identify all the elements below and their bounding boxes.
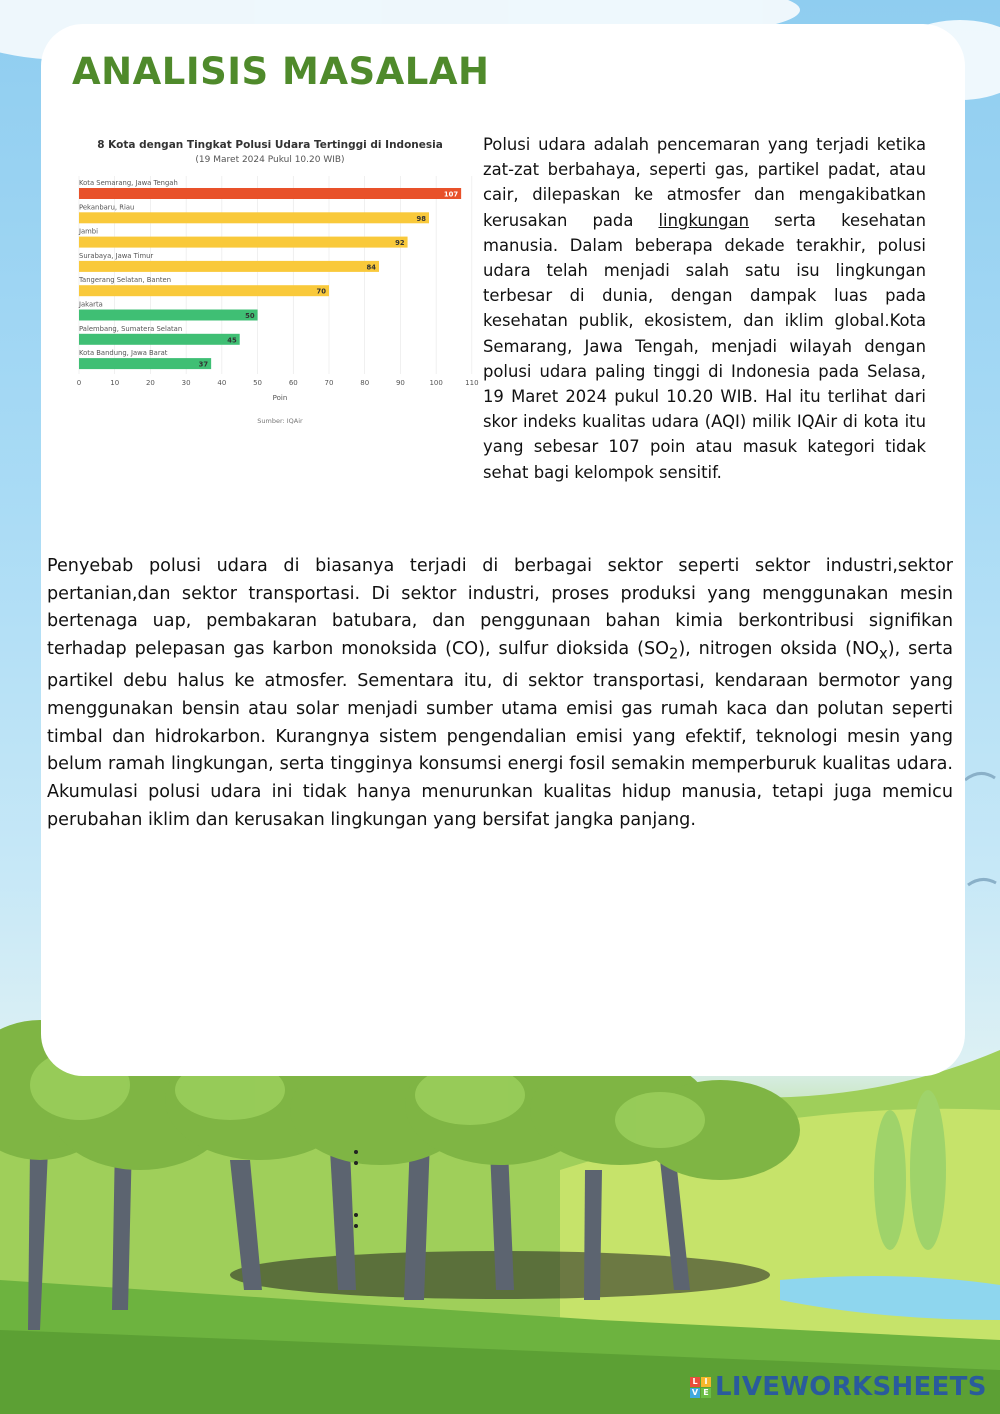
intro-paragraph: [483, 132, 926, 485]
intro-text-end: serta kesehatan manusia. Dalam beberapa dekade terakhir, polusi udara telah menjadi salah satu isu lingkungan terbesar di dunia, dengan dampak luas pada kesehatan publik, ekosistem, dan iklim global.Kota Semarang, Jawa Tengah, menjadi wilayah dengan polusi udara paling tinggi di Indonesia pada Selasa, 19 Maret 2024 pukul 10.20 WIB. Hal itu terlihat dari skor indeks kualitas udara (AQI) milik IQAir di kota itu yang sebesar 107 poin atau masuk kategori tidak sehat bagi kelompok sensitif.: [483, 210, 926, 482]
intro-link-lingkungan: lingkungan: [658, 210, 749, 230]
chart-category-label: Kota Semarang, Jawa Tengah: [79, 179, 178, 187]
chart-x-tick-label: 20: [145, 379, 155, 387]
chart-value-label: 107: [443, 190, 459, 199]
chart-value-label: 98: [416, 214, 426, 223]
chart-category-label: Pekanbaru, Riau: [79, 203, 135, 212]
chart-title: 8 Kota dengan Tingkat Polusi Udara Tertinggi di Indonesia: [97, 139, 443, 151]
birds: [965, 773, 996, 885]
pollution-chart: [72, 132, 482, 432]
chart-category-label: Kota Bandung, Jawa Barat: [79, 349, 168, 358]
chart-bar: [79, 261, 379, 272]
chart-x-tick-label: 100: [429, 379, 443, 387]
page-title: ANALISIS MASALAH: [72, 50, 490, 93]
chart-x-tick-label: 30: [181, 379, 191, 387]
chart-x-tick-label: 80: [360, 379, 370, 387]
chart-category-label: Surabaya, Jawa Timur: [79, 251, 154, 260]
intro-text-start: Polusi udara adalah pencemaran yang terjadi ketika zat-zat berbahaya, seperti gas, partikel padat, atau cair, dilepaskan ke atmosfer dan mengakibatkan kerusakan pada: [483, 135, 926, 230]
chart-bar: [79, 188, 461, 199]
dot-marker-top: [354, 1150, 362, 1172]
chart-bar: [79, 310, 258, 321]
cause-paragraph: [47, 553, 953, 835]
cause-text-2: ), nitrogen oksida (NO: [678, 639, 880, 660]
chart-x-tick-label: 50: [253, 379, 263, 387]
chart-category-label: Palembang, Sumatera Selatan: [79, 324, 183, 333]
chart-subtitle: (19 Maret 2024 Pukul 10.20 WIB): [195, 155, 345, 165]
chart-value-label: 50: [245, 312, 255, 320]
chart-bar: [79, 285, 329, 296]
dot-marker-bottom: [354, 1213, 362, 1235]
chart-value-label: 92: [395, 239, 405, 248]
chart-x-tick-label: 110: [465, 379, 479, 387]
chart-value-label: 70: [316, 287, 326, 296]
chart-source: Sumber: IQAir: [257, 417, 303, 425]
liveworksheets-logo: [690, 1372, 987, 1402]
nox-subscript: x: [879, 645, 888, 663]
chart-x-tick-label: 0: [76, 379, 82, 387]
chart-value-label: 37: [198, 360, 209, 369]
chart-x-tick-label: 60: [288, 379, 298, 387]
chart-category-label: Jakarta: [79, 300, 103, 309]
chart-bar: [79, 358, 211, 369]
chart-x-tick-label: 40: [217, 379, 227, 387]
chart-value-label: 45: [227, 336, 237, 345]
cause-text-3: ), serta partikel debu halus ke atmosfer. Sementara itu, di sektor transportasi, kendaraan bermotor yang menggunakan bensin atau solar menjadi sumber utama emisi gas rumah kaca dan polutan seperti timbal dan hidrokarbon. Kurangnya sistem pengendalian emisi yang efektif, teknologi mesin yang belum ramah lingkungan, serta tingginya konsumsi energi fosil semakin memperburuk kualitas udara. Akumulasi polusi udara ini tidak hanya menurunkan kualitas hidup manusia, tetapi juga memicu perubahan iklim dan kerusakan lingkungan yang bersifat jangka panjang.: [47, 639, 953, 830]
chart-x-tick-label: 90: [395, 379, 405, 387]
cause-text-1: Penyebab polusi udara di biasanya terjadi di berbagai sektor seperti sektor industri,sektor pertanian,dan sektor transportasi. Di sektor industri, proses produksi yang menggunakan mesin bertenaga uap, pembakaran batubara, dan penggunaan bahan kimia berkontribusi signifikan terhadap pelepasan gas karbon monoksida (CO), sulfur dioksida (SO: [47, 556, 953, 660]
chart-x-tick-label: 70: [324, 379, 334, 387]
chart-bar: [79, 334, 240, 345]
chart-bar: [79, 237, 408, 248]
logo-wordmark: LIVEWORKSHEETS: [715, 1372, 987, 1402]
chart-category-label: Jambi: [79, 227, 98, 236]
chart-category-label: Tangerang Selatan, Banten: [79, 276, 172, 285]
chart-canvas: [72, 132, 482, 432]
so2-subscript: 2: [668, 645, 679, 663]
logo-mark-icon: L I V E: [690, 1377, 711, 1398]
chart-value-label: 84: [366, 263, 376, 272]
chart-bar: [79, 212, 429, 223]
chart-x-tick-label: 10: [110, 379, 120, 387]
chart-x-axis-label: Poin: [272, 394, 288, 402]
